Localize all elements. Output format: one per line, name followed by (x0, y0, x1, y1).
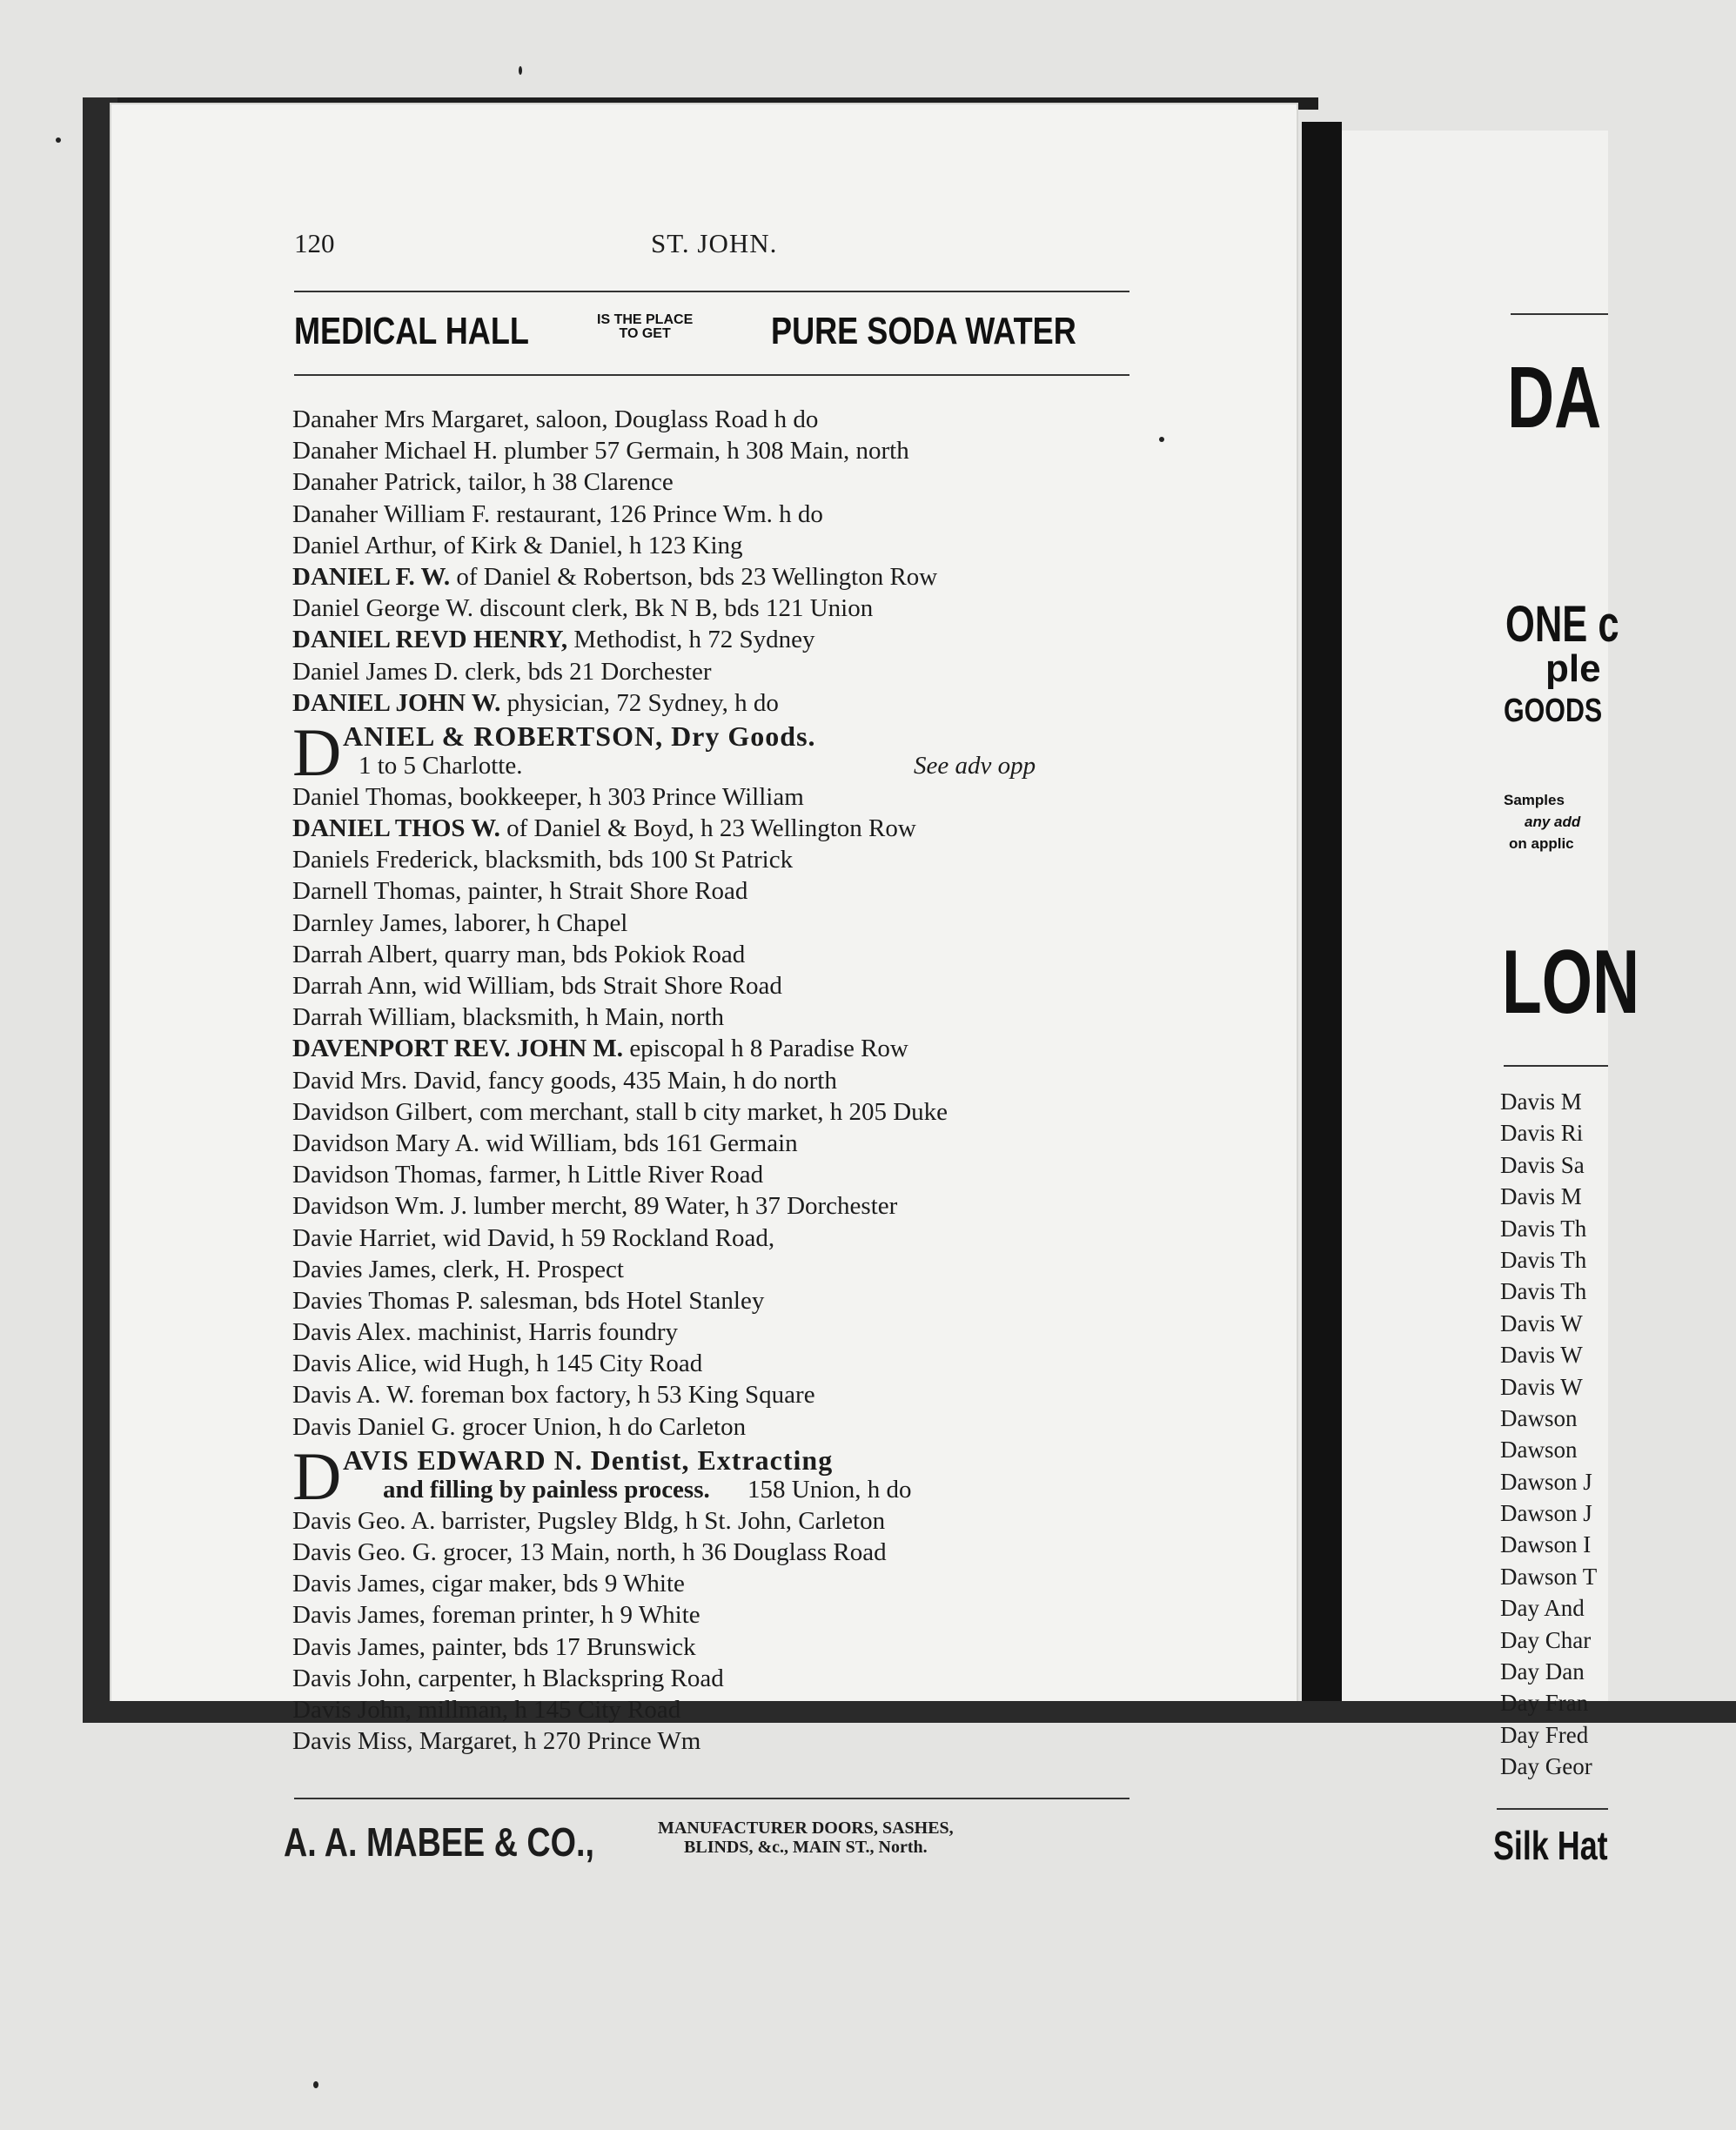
directory-entry (292, 1537, 1145, 1568)
right-samples-3: on applic (1509, 835, 1574, 852)
right-list-item: Dawson (1500, 1437, 1578, 1464)
speck (56, 137, 61, 143)
directory-entry (292, 561, 1145, 593)
right-header-rule (1511, 313, 1608, 315)
directory-entry (292, 1631, 1145, 1663)
banner-rule (294, 374, 1129, 376)
right-ple: ple (1545, 647, 1601, 690)
directory-entry (292, 593, 1145, 624)
entry-text: Davidson Wm. J. lumber mercht, 89 Water, h 37 Dorchester (292, 1192, 898, 1221)
entry-text: of Daniel & Boyd, h 23 Wellington Row (499, 814, 916, 843)
directory-entry (292, 844, 1145, 875)
directory-entry (292, 781, 1145, 813)
right-list-item: Dawson I (1500, 1531, 1592, 1558)
directory-entry (292, 1285, 1145, 1316)
right-list-item: Dawson (1500, 1404, 1578, 1431)
directory-entry (292, 1065, 1145, 1096)
right-list-item: Davis W (1500, 1373, 1583, 1400)
entry-text: Darnell Thomas, painter, h Strait Shore Road (292, 877, 748, 906)
right-footer: Silk Hat (1493, 1823, 1608, 1868)
directory-entry (292, 1316, 1145, 1348)
right-list-item: Davis Th (1500, 1278, 1587, 1305)
right-list-item: Davis Ri (1500, 1120, 1584, 1147)
right-page-list (1500, 1086, 1597, 1783)
right-list-item: Day Char (1500, 1626, 1592, 1653)
mabee-footer-ad (284, 1819, 1136, 1888)
directory-entry (292, 875, 1145, 907)
directory-entry (292, 939, 1145, 970)
directory-entry (292, 656, 1145, 687)
directory-entry (292, 1568, 1145, 1599)
entry-text: Darnley James, laborer, h Chapel (292, 908, 628, 937)
entry-text: David Mrs. David, fancy goods, 435 Main, h do north (292, 1066, 837, 1095)
directory-entry (292, 1001, 1145, 1033)
directory-entry (292, 624, 1145, 655)
right-lon: LON (1502, 932, 1640, 1033)
entry-text: Davis Alex. machinist, Harris foundry (292, 1318, 678, 1347)
right-heading: DA (1507, 349, 1602, 446)
footer-rule (294, 1798, 1129, 1799)
right-list-item: Day And (1500, 1595, 1585, 1622)
entry-text: Davidson Gilbert, com merchant, stall b city market, h 205 Duke (292, 1097, 948, 1126)
ad-line-1: ANIEL & ROBERTSON, Dry Goods. (343, 720, 816, 752)
right-list-item: Day Dan (1500, 1658, 1585, 1685)
entry-text: Davis James, cigar maker, bds 9 White (292, 1570, 685, 1598)
entry-text: Darrah William, blacksmith, h Main, north (292, 1003, 725, 1032)
running-head (294, 228, 1121, 266)
entry-text: Daniel Thomas, bookkeeper, h 303 Prince William (292, 782, 804, 811)
entry-text: Davis Geo. G. grocer, 13 Main, north, h 36 Douglass Road (292, 1538, 887, 1566)
entry-text: Davidson Mary A. wid William, bds 161 Germain (292, 1129, 798, 1157)
entry-name-bold: DANIEL REVD HENRY, (292, 626, 568, 654)
right-list-item: Dawson J (1500, 1500, 1592, 1527)
right-goods: GOODS (1504, 693, 1603, 729)
banner-left: MEDICAL HALL (294, 310, 529, 352)
directory-entry (292, 1348, 1145, 1379)
directory-entry (292, 1096, 1145, 1128)
directory-entry (292, 1725, 1145, 1757)
entry-text: Daniels Frederick, blacksmith, bds 100 St Patrick (292, 846, 794, 874)
directory-entry (292, 499, 1145, 530)
footer-desc-line-2: BLINDS, &c., MAIN ST., North. (684, 1838, 928, 1857)
directory-entry (292, 1190, 1145, 1222)
footer-name: A. A. MABEE & CO., (284, 1819, 594, 1865)
ad-davis-edward (292, 1437, 1145, 1514)
ad-line-2 (383, 1475, 912, 1504)
entry-text: Daniel Arthur, of Kirk & Daniel, h 123 King (292, 531, 743, 559)
footer-desc-line-1: MANUFACTURER DOORS, SASHES, (658, 1819, 954, 1838)
right-list-item: Davis W (1500, 1309, 1583, 1336)
entry-text: physician, 72 Sydney, h do (500, 688, 779, 717)
directory-entry (292, 813, 1145, 844)
entry-name-bold: DANIEL THOS W. (292, 814, 500, 843)
right-samples-2: any add (1525, 814, 1581, 830)
speck (1159, 437, 1164, 442)
ad-line-2-bold: and filling by painless process. (383, 1475, 710, 1504)
medical-hall-banner (294, 308, 1129, 360)
entry-text: Danaher Patrick, tailor, h 38 Clarence (292, 468, 674, 497)
entry-name-bold: DANIEL JOHN W. (292, 688, 501, 717)
right-list-item: Day Geor (1500, 1753, 1592, 1780)
entry-text: Davis A. W. foreman box factory, h 53 King Square (292, 1381, 815, 1410)
entry-text: Daniel George W. discount clerk, Bk N B, bds 121 Union (292, 594, 874, 623)
entry-text: Daniel James D. clerk, bds 21 Dorchester (292, 657, 712, 686)
right-list-item: Day Fred (1500, 1721, 1589, 1748)
directory-entry (292, 908, 1145, 939)
right-list-item: Davis M (1500, 1183, 1582, 1210)
ad-daniel-robertson (292, 713, 1145, 790)
directory-entries (292, 404, 1145, 1757)
entry-text: Davis Daniel G. grocer Union, h do Carleton (292, 1412, 747, 1441)
right-list-item: Davis Th (1500, 1215, 1587, 1242)
entry-name-bold: DANIEL F. W. (292, 562, 451, 591)
entry-text: Davis James, painter, bds 17 Brunswick (292, 1632, 696, 1661)
right-list-item: Dawson T (1500, 1563, 1598, 1590)
entry-text: Danaher Michael H. plumber 57 Germain, h 308 Main, north (292, 437, 909, 466)
right-list-item: Dawson J (1500, 1468, 1592, 1495)
entry-text: Methodist, h 72 Sydney (567, 626, 815, 654)
entry-text: Davis Miss, Margaret, h 270 Prince Wm (292, 1727, 701, 1756)
entry-text: Davies Thomas P. salesman, bds Hotel Stanley (292, 1286, 765, 1315)
speck (313, 2081, 318, 2088)
directory-entry (292, 1379, 1145, 1410)
entry-text: of Daniel & Robertson, bds 23 Wellington Row (450, 562, 938, 591)
directory-entry (292, 1411, 1145, 1443)
entry-name-bold: DAVENPORT REV. JOHN M. (292, 1035, 624, 1063)
right-list-item: Davis Sa (1500, 1151, 1585, 1178)
entry-text: Danaher Mrs Margaret, saloon, Douglass Road h do (292, 405, 819, 433)
right-list-item: Davis Th (1500, 1246, 1587, 1273)
entry-text: Darrah Albert, quarry man, bds Pokiok Road (292, 940, 746, 968)
entry-text: Davis John, carpenter, h Blackspring Road (292, 1664, 724, 1692)
entries-group-3 (292, 1505, 1145, 1758)
banner-middle (597, 313, 693, 341)
directory-entry (292, 466, 1145, 498)
directory-entry (292, 530, 1145, 561)
directory-entry (292, 1159, 1145, 1190)
ad-see-adv: See adv opp (914, 751, 1036, 780)
right-list-rule (1504, 1065, 1608, 1067)
entry-text: Davie Harriet, wid David, h 59 Rockland Road, (292, 1223, 775, 1252)
directory-entry (292, 1254, 1145, 1285)
right-list-item: Day Fran (1500, 1690, 1589, 1717)
banner-middle-bottom: TO GET (619, 326, 671, 341)
entry-text: episcopal h 8 Paradise Row (623, 1035, 908, 1063)
entry-text: Davis Alice, wid Hugh, h 145 City Road (292, 1350, 703, 1378)
book-gutter (1302, 122, 1342, 1714)
banner-middle-top: IS THE PLACE (597, 312, 694, 327)
right-samples-1: Samples (1504, 792, 1565, 808)
directory-entry (292, 1599, 1145, 1631)
directory-entry (292, 1505, 1145, 1537)
speck (519, 66, 522, 75)
directory-entry (292, 1663, 1145, 1694)
directory-entry (292, 1033, 1145, 1064)
directory-entry (292, 1222, 1145, 1254)
entry-text: Davis Geo. A. barrister, Pugsley Bldg, h St. John, Carleton (292, 1506, 886, 1535)
running-title: ST. JOHN. (651, 228, 778, 258)
header-rule (294, 291, 1129, 292)
entries-group-2 (292, 781, 1145, 1443)
directory-entry (292, 970, 1145, 1001)
entry-text: Davies James, clerk, H. Prospect (292, 1255, 624, 1283)
drop-cap: D (292, 1437, 342, 1514)
drop-cap: D (292, 713, 342, 790)
footer-desc (658, 1819, 954, 1857)
ad-line-2-rest: 158 Union, h do (747, 1475, 912, 1504)
entry-text: Darrah Ann, wid William, bds Strait Shore Road (292, 972, 782, 1000)
directory-entry (292, 1128, 1145, 1159)
right-footer-rule (1497, 1808, 1608, 1810)
ad-address: 1 to 5 Charlotte. (359, 751, 523, 780)
directory-entry (292, 404, 1145, 435)
entries-group-1 (292, 404, 1145, 719)
entry-text: Davidson Thomas, farmer, h Little River Road (292, 1161, 764, 1189)
directory-entry (292, 687, 1145, 719)
right-list-item: Davis M (1500, 1088, 1582, 1115)
ad-line-1: AVIS EDWARD N. Dentist, Extracting (343, 1443, 834, 1476)
right-one-line: ONE c (1505, 596, 1619, 653)
entry-text: Davis John, millman, h 145 City Road (292, 1695, 681, 1724)
directory-entry (292, 1694, 1145, 1725)
right-list-item: Davis W (1500, 1342, 1583, 1369)
page-number: 120 (294, 228, 335, 258)
directory-entry (292, 435, 1145, 466)
ad-line-2 (359, 751, 1036, 780)
banner-right: PURE SODA WATER (771, 310, 1076, 352)
entry-text: Danaher William F. restaurant, 126 Prince Wm. h do (292, 499, 823, 528)
entry-text: Davis James, foreman printer, h 9 White (292, 1601, 700, 1630)
